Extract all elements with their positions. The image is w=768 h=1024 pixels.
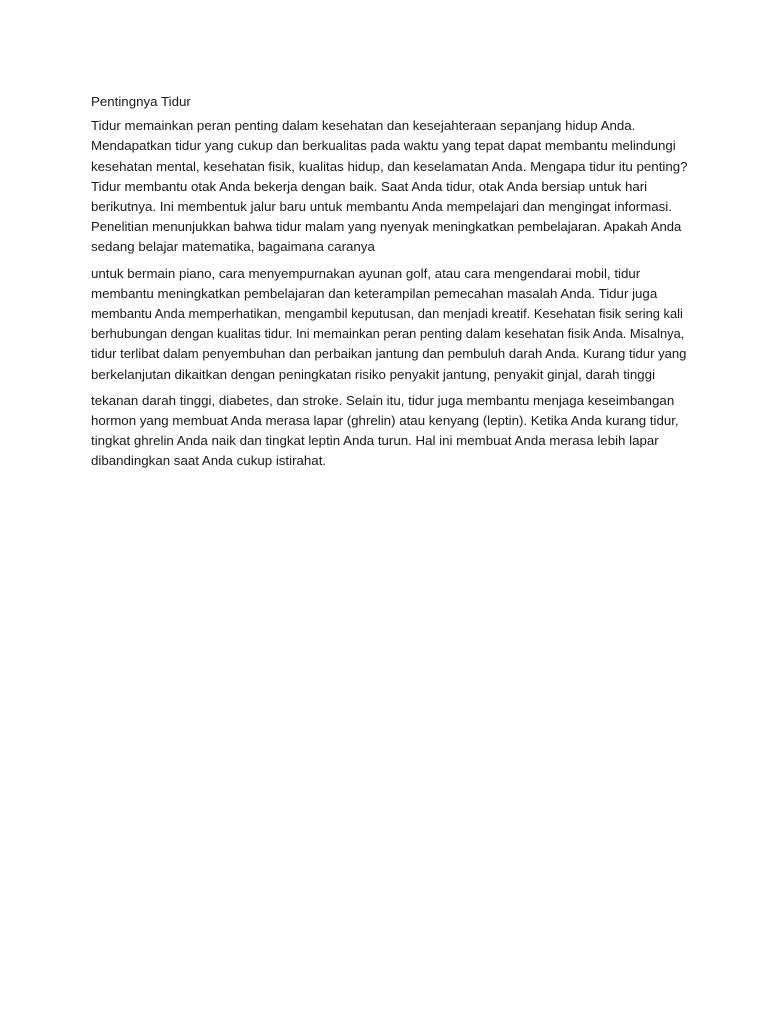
text-line: tidur terlibat dalam penyembuhan dan perbaikan jantung dan pembuluh darah Anda. Kurang tidur yang [91,346,687,362]
text-line: hormon yang membuat Anda merasa lapar (ghrelin) atau kenyang (leptin). Ketika Anda kurang tidur, [91,413,679,429]
text-line: untuk bermain piano, cara menyempurnakan ayunan golf, atau cara mengendarai mobil, tidur [91,265,641,281]
text-line: berkelanjutan dikaitkan dengan peningkatan risiko penyakit jantung, penyakit ginjal, darah tinggi [91,366,656,382]
text-line: sedang belajar matematika, bagaimana caranya [91,239,375,255]
text-line: berhubungan dengan kualitas tidur. Ini memainkan peran penting dalam kesehatan fisik Anda. Misalnya, [91,326,685,342]
text-line: dibandingkan saat Anda cukup istirahat. [91,453,327,469]
text-line: tingkat ghrelin Anda naik dan tingkat leptin Anda turun. Hal ini membuat Anda merasa lebih lapar [91,433,659,449]
text-line: kesehatan mental, kesehatan fisik, kualitas hidup, dan keselamatan Anda. Mengapa tidur itu penting? [91,158,688,174]
paragraph-1 [91,116,689,257]
paragraph-3 [91,391,689,472]
text-line: tekanan darah tinggi, diabetes, dan stroke. Selain itu, tidur juga membantu menjaga keseimbangan [91,392,675,408]
text-line: Mendapatkan tidur yang cukup dan berkualitas pada waktu yang tepat dapat membantu melindungi [91,138,676,154]
text-line: Tidur membantu otak Anda bekerja dengan baik. Saat Anda tidur, otak Anda bersiap untuk hari [91,178,648,194]
text-line: Penelitian menunjukkan bahwa tidur malam yang nyenyak meningkatkan pembelajaran. Apakah Anda [91,219,682,235]
paragraph-2 [91,264,689,385]
text-line: membantu meningkatkan pembelajaran dan keterampilan pemecahan masalah Anda. Tidur juga [91,285,658,301]
text-line: Tidur memainkan peran penting dalam kesehatan dan kesejahteraan sepanjang hidup Anda. [91,118,636,134]
text-line: membantu Anda memperhatikan, mengambil keputusan, dan menjadi kreatif. Kesehatan fisik sering kali [91,306,683,322]
text-line: berikutnya. Ini membentuk jalur baru untuk membantu Anda mempelajari dan mengingat informasi. [91,199,672,215]
document-body [91,92,689,478]
document-title: Pentingnya Tidur [91,94,191,109]
